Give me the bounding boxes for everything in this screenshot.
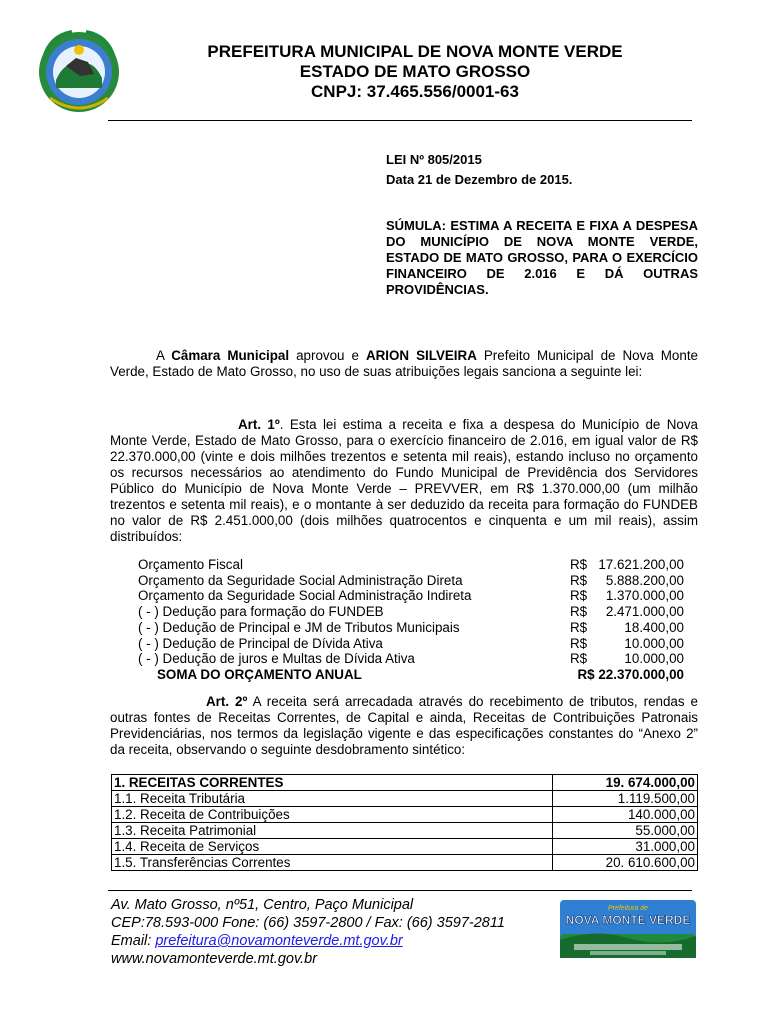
- header-cnpj: CNPJ: 37.465.556/0001-63: [311, 82, 519, 101]
- table-row: [112, 775, 698, 791]
- budget-currency: R$: [570, 604, 588, 620]
- prefeito-name: ARION SILVEIRA: [365, 348, 477, 363]
- email-link[interactable]: prefeitura@novamonteverde.mt.gov.br: [155, 933, 403, 949]
- nova-monte-verde-logo: [560, 900, 696, 958]
- footer-divider: [108, 890, 692, 891]
- budget-currency: R$: [570, 588, 588, 604]
- budget-item-value: 5.888.200,00: [605, 572, 684, 588]
- law-date: Data 21 de Dezembro de 2015.: [386, 172, 573, 187]
- table-cell-label: 1.5. Transferências Correntes: [112, 855, 553, 871]
- budget-item-value: 17.621.200,00: [598, 557, 684, 572]
- budget-item-label: ( - ) Dedução para formação do FUNDEB: [138, 604, 384, 620]
- table-row: [112, 791, 698, 807]
- table-row: [112, 823, 698, 839]
- budget-currency: R$: [570, 572, 588, 588]
- budget-item-label: ( - ) Dedução de Principal de Dívida Ativa: [138, 635, 383, 651]
- budget-item-value: 10.000,00: [624, 651, 684, 667]
- preamble-paragraph: A Câmara Municipal aprovou e ARION SILVEIRA Prefeito Municipal de Nova Monte Verde, Estado de Mato Grosso, no uso de suas atribuições legais sanciona a seguinte lei:: [110, 348, 698, 379]
- table-cell-value: 31.000,00: [553, 839, 698, 855]
- table-cell-label: 1. RECEITAS CORRENTES: [112, 775, 553, 791]
- header-state: ESTADO DE MATO GROSSO: [299, 62, 531, 81]
- article-1-label: Art. 1º: [238, 417, 280, 432]
- budget-total-value: R$ 22.370.000,00: [577, 666, 684, 682]
- budget-item-label: ( - ) Dedução de Principal e JM de Tributos Municipais: [138, 619, 460, 635]
- footer-address: Av. Mato Grosso, nº51, Centro, Paço Municipal: [111, 897, 414, 913]
- table-cell-label: 1.3. Receita Patrimonial: [112, 823, 553, 839]
- table-cell-label: 1.4. Receita de Serviços: [112, 839, 553, 855]
- table-row: [112, 839, 698, 855]
- table-row: [112, 855, 698, 871]
- budget-item-value: 10.000,00: [624, 635, 684, 651]
- table-cell-value: 20. 610.600,00: [553, 855, 698, 871]
- footer-contact: CEP:78.593-000 Fone: (66) 3597-2800 / Fax: (66) 3597-2811: [111, 915, 505, 931]
- table-cell-value: 55.000,00: [553, 823, 698, 839]
- footer-email-line: Email: prefeitura@novamonteverde.mt.gov.br: [111, 933, 403, 949]
- budget-item-label: Orçamento Fiscal: [138, 557, 243, 572]
- budget-item-label: Orçamento da Seguridade Social Administração Direta: [138, 572, 463, 588]
- footer-website[interactable]: www.novamonteverde.mt.gov.br: [111, 951, 318, 967]
- logo-main-text: NOVA MONTE VERDE: [565, 913, 691, 927]
- law-number: LEI Nº 805/2015: [386, 152, 482, 167]
- budget-currency: R$: [570, 619, 588, 635]
- table-cell-value: 140.000,00: [553, 807, 698, 823]
- budget-total-label: SOMA DO ORÇAMENTO ANUAL: [157, 666, 362, 682]
- budget-item-value: 18.400,00: [624, 619, 684, 635]
- budget-item-label: Orçamento da Seguridade Social Administração Indireta: [138, 588, 472, 604]
- receitas-table: [111, 774, 698, 871]
- budget-item-value: 2.471.000,00: [605, 604, 684, 620]
- header-divider: [108, 120, 692, 121]
- table-cell-label: 1.1. Receita Tributária: [112, 791, 553, 807]
- budget-item-value: 1.370.000,00: [605, 588, 684, 604]
- budget-currency: R$: [570, 651, 588, 667]
- article-2-label: Art. 2º: [206, 694, 248, 709]
- article-2-paragraph: Art. 2º A receita será arrecadada através do recebimento de tributos, rendas e outras fontes de Receitas Correntes, de Capital e ainda, Receitas de Contribuições Patronais Previdenciárias, nos termos da legislação vigente e das especificações constantes do “Anexo 2” da receita, observando o seguinte desdobramento sintético:: [110, 694, 698, 757]
- table-row: [112, 807, 698, 823]
- budget-item-label: ( - ) Dedução de juros e Multas de Dívida Ativa: [138, 651, 415, 667]
- header-title: PREFEITURA MUNICIPAL DE NOVA MONTE VERDE: [207, 42, 623, 61]
- logo-top-text: Prefeitura de: [607, 905, 649, 912]
- municipal-crest-logo: [36, 28, 122, 114]
- law-summary: SÚMULA: ESTIMA A RECEITA E FIXA A DESPESA DO MUNICÍPIO DE NOVA MONTE VERDE, ESTADO DE MATO GROSSO, PARA O EXERCÍCIO FINANCEIRO DE 2.016 E DÁ OUTRAS PROVIDÊNCIAS.: [386, 218, 698, 297]
- budget-currency: R$: [570, 557, 588, 572]
- table-cell-label: 1.2. Receita de Contribuições: [112, 807, 553, 823]
- table-cell-value: 1.119.500,00: [553, 791, 698, 807]
- budget-currency: R$: [570, 635, 588, 651]
- article-1-paragraph: Art. 1º. Esta lei estima a receita e fixa a despesa do Município de Nova Monte Verde, Estado de Mato Grosso, para o exercício financeiro de 2.016, em igual valor de R$ 22.370.000,00 (vinte e dois milhões trezentos e setenta mil reais), estando incluso no orçamento os recursos necessários ao atendimento do Fundo Municipal de Previdência dos Servidores Público do Município de Nova Monte Verde – PREVVER, em R$ 1.370.000,00 (um milhão trezentos e setenta mil reais), e o montante à ser deduzido da receita para formação do FUNDEB no valor de R$ 2.451.000,00 (dois milhões quatrocentos e cinquenta e um mil reais), assim distribuídos:: [110, 417, 698, 544]
- camara-municipal: Câmara Municipal: [171, 348, 290, 363]
- table-cell-value: 19. 674.000,00: [553, 775, 698, 791]
